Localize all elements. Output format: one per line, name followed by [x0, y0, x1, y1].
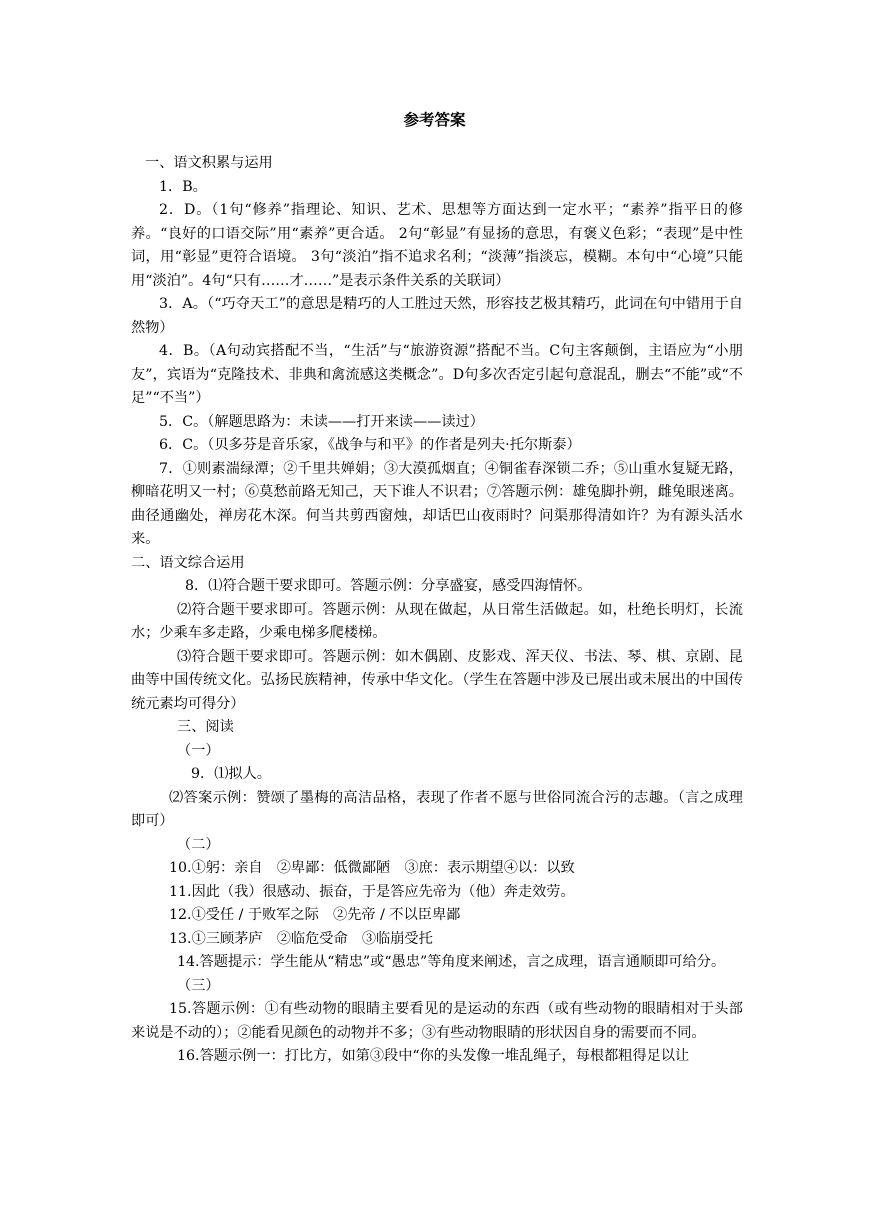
answer-paragraph: ⑵符合题干要求即可。答题示例：从现在做起，从日常生活做起。如，杜绝长明灯，长流水；少乘车多走路，少乘电梯多爬楼梯。: [131, 601, 743, 641]
answer-paragraph: ⑵答案示例：赞颂了墨梅的高洁品格，表现了作者不愿与世俗同流合污的志趣。（言之成理即可）: [131, 789, 743, 829]
answer-paragraph: 13.①三顾茅庐 ②临危受命 ③临崩受托: [169, 930, 433, 947]
answer-paragraph: 11.因此（我）很感动、振奋，于是答应先帝为（他）奔走效劳。: [169, 883, 575, 900]
answer-paragraph: （一）: [177, 742, 220, 759]
answer-paragraph: 2．D。（1句“修养”指理论、知识、艺术、思想等方面达到一定水平；“素养”指平日的修养。“良好的口语交际”用“素养”更合适。 2句“彰显”有显扬的意思，有褒义色彩；“表现”是中性词，用“彰显”更符合语境。 3句“淡泊”指不追求名利；“淡薄”指淡忘，模糊。本句中“心境”只能用“淡泊”。4句“只有……才……”是表示条件关系的关联词）: [131, 202, 743, 289]
answer-paragraph: 9．⑴拟人。: [191, 766, 271, 782]
answer-paragraph: 16.答题示例一：打比方，如第③段中“你的头发像一堆乱绳子，每根都粗得足以让: [177, 1048, 690, 1064]
answer-paragraph: （二）: [177, 836, 220, 853]
answer-paragraph: 三、阅读: [177, 719, 234, 735]
answer-paragraph: 12.①受任 / 于败军之际 ②先帝 / 不以臣卑鄙: [169, 907, 461, 923]
answer-paragraph: 8．⑴符合题干要求即可。答题示例：分享盛宴，感受四海情怀。: [185, 578, 592, 594]
answer-paragraph: 二、语文综合运用: [131, 554, 245, 571]
answer-paragraph: （三）: [177, 977, 220, 994]
answer-paragraph: 14.答题提示：学生能从“精忠”或“愚忠”等角度来阐述，言之成理，语言通顺即可给分。: [177, 954, 726, 970]
answer-content: [131, 152, 743, 1069]
answer-paragraph: 1．B。: [159, 178, 207, 195]
answer-paragraph: 7．①则素湍绿潭；②千里共婵娟；③大漠孤烟直；④铜雀春深锁二乔；⑤山重水复疑无路，柳暗花明又一村；⑥莫愁前路无知己，天下谁人不识君；⑦答题示例：雄兔脚扑朔，雌兔眼迷离。曲径通幽处，禅房花木深。何当共剪西窗烛，却话巴山夜雨时？问渠那得清如许？为有源头活水来。: [131, 460, 743, 547]
answer-paragraph: 3．A。（“巧夺天工”的意思是精巧的人工胜过天然，形容技艺极其精巧，此词在句中错用于自然物）: [131, 296, 743, 336]
answer-paragraph: 5．C。（解题思路为：未读——打开来读——读过）: [159, 413, 484, 430]
answer-paragraph: ⑶符合题干要求即可。答题示例：如木偶剧、皮影戏、浑天仪、书法、琴、棋、京剧、昆曲等中国传统文化。弘扬民族精神，传承中华文化。（学生在答题中涉及已展出或未展出的中国传统元素均可得分）: [131, 648, 743, 712]
answer-paragraph: 15.答题示例：①有些动物的眼睛主要看见的是运动的东西（或有些动物的眼睛相对于头部来说是不动的）；②能看见颜色的动物并不多；③有些动物眼睛的形状因自身的需要而不同。: [131, 1001, 743, 1041]
answer-paragraph: 10.①躬：亲自 ②卑鄙：低微鄙陋 ③庶：表示期望④以：以致: [169, 860, 575, 876]
answer-paragraph: 4．B。（A句动宾搭配不当，“生活”与“旅游资源”搭配不当。C句主客颠倒，主语应为“小朋友”，宾语为“克隆技术、非典和禽流感这类概念”。D句多次否定引起句意混乱，删去“不能”或“不足”“不当”）: [131, 343, 743, 406]
page-title: 参考答案: [403, 111, 466, 129]
answer-paragraph: 6．C。（贝多芬是音乐家，《战争与和平》的作者是列夫·托尔斯泰）: [159, 437, 581, 453]
answer-paragraph: 一、语文积累与运用: [145, 155, 273, 171]
